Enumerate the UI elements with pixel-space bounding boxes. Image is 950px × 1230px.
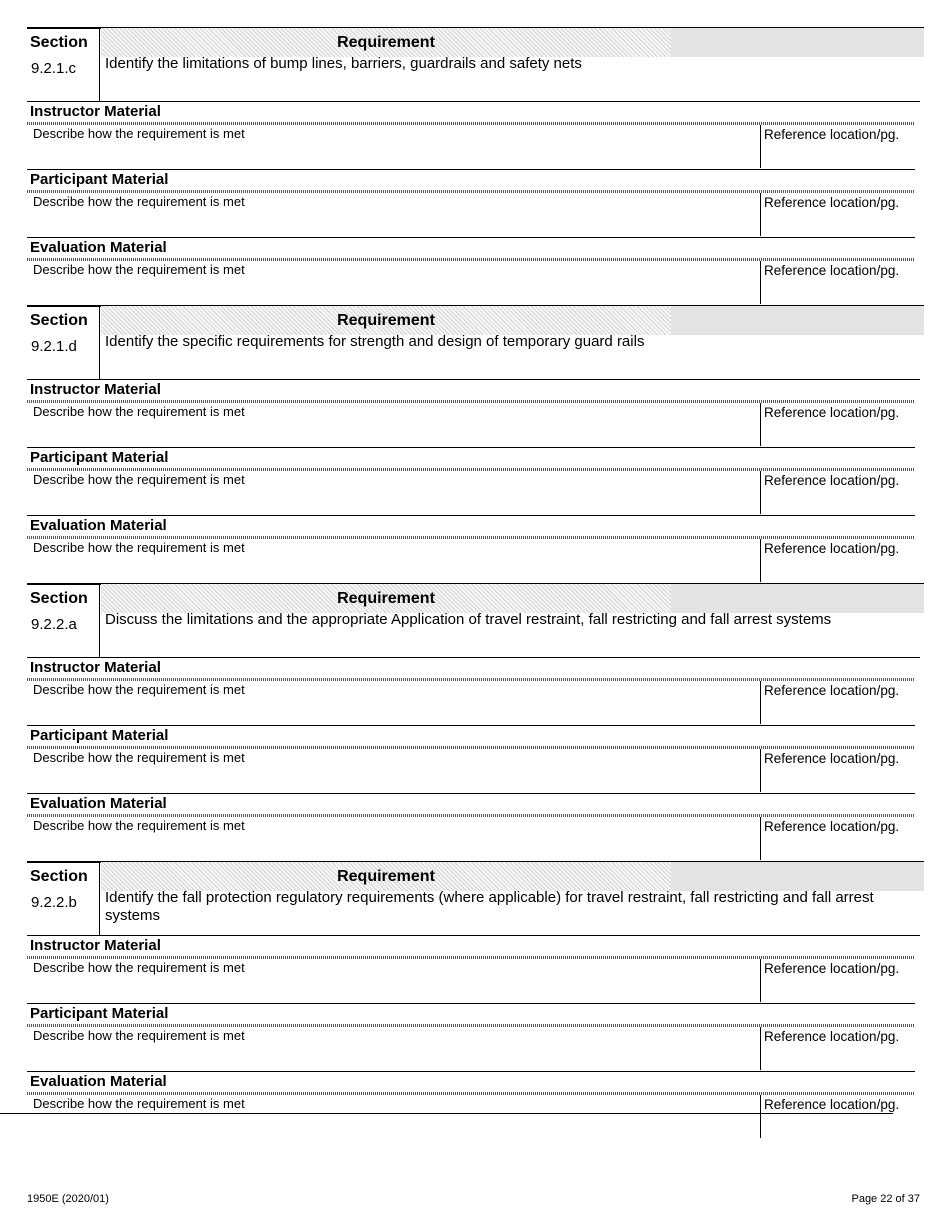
instructor-material-box-border <box>27 169 915 170</box>
requirement-header-cell <box>101 862 924 891</box>
section-divider <box>99 28 100 102</box>
requirement-text: Identify the specific requirements for strength and design of temporary guard rails <box>105 333 645 350</box>
section-divider <box>99 862 100 936</box>
evaluation-material-reference-divider <box>760 1095 761 1138</box>
section-header: Section <box>30 590 88 607</box>
participant-material-describe-label: Describe how the requirement is met <box>33 750 245 765</box>
participant-material-box-border <box>27 793 915 794</box>
requirement-text: Discuss the limitations and the appropriate Application of travel restraint, fall restricting and fall arrest systems <box>105 611 832 628</box>
section-header: Section <box>30 312 88 329</box>
evaluation-material-describe-label: Describe how the requirement is met <box>33 1096 245 1111</box>
instructor-material-describe-label: Describe how the requirement is met <box>33 960 245 975</box>
instructor-material-title: Instructor Material <box>30 103 161 120</box>
participant-material-title: Participant Material <box>30 171 169 188</box>
section-id: 9.2.1.d <box>31 338 77 355</box>
instructor-material-box-border <box>27 1003 915 1004</box>
row-divider <box>27 657 920 658</box>
evaluation-material-separator <box>27 814 915 817</box>
participant-material-describe-label: Describe how the requirement is met <box>33 1028 245 1043</box>
form-bottom-border <box>0 1113 893 1114</box>
evaluation-material-reference-label: Reference location/pg. <box>764 819 900 834</box>
participant-material-reference-divider <box>760 193 761 236</box>
evaluation-material-separator <box>27 258 915 261</box>
section-id: 9.2.1.c <box>31 60 77 77</box>
instructor-material-reference-label: Reference location/pg. <box>764 683 900 698</box>
participant-material-box-border <box>27 515 915 516</box>
row-divider <box>27 101 920 102</box>
row-divider <box>27 935 920 936</box>
requirement-header: Requirement <box>337 868 435 885</box>
row-divider <box>27 379 920 380</box>
participant-material-separator <box>27 746 915 749</box>
participant-material-box-border <box>27 237 915 238</box>
participant-material-box-border <box>27 1071 915 1072</box>
section-divider <box>99 306 100 380</box>
header-shade <box>671 584 924 613</box>
participant-material-title: Participant Material <box>30 1005 169 1022</box>
participant-material-reference-label: Reference location/pg. <box>764 195 900 210</box>
participant-material-reference-label: Reference location/pg. <box>764 751 900 766</box>
evaluation-material-reference-label: Reference location/pg. <box>764 1097 900 1112</box>
section-header: Section <box>30 34 88 51</box>
header-shade <box>671 306 924 335</box>
instructor-material-separator <box>27 956 915 959</box>
participant-material-separator <box>27 190 915 193</box>
section-header: Section <box>30 868 88 885</box>
header-row <box>27 28 924 57</box>
instructor-material-reference-label: Reference location/pg. <box>764 405 900 420</box>
requirements-form <box>27 27 924 1139</box>
requirement-text: Identify the fall protection regulatory requirements (where applicable) for travel restraint, fall restricting and fall arrest systems <box>105 889 874 924</box>
header-row <box>27 584 924 613</box>
requirement-header-cell <box>101 28 924 57</box>
evaluation-material-reference-label: Reference location/pg. <box>764 263 900 278</box>
form-number: 1950E (2020/01) <box>27 1193 109 1205</box>
header-shade <box>671 862 924 891</box>
instructor-material-separator <box>27 400 915 403</box>
instructor-material-title: Instructor Material <box>30 659 161 676</box>
requirement-block <box>27 305 924 583</box>
header-shade <box>671 28 924 57</box>
evaluation-material-separator <box>27 536 915 539</box>
participant-material-reference-divider <box>760 749 761 792</box>
evaluation-material-title: Evaluation Material <box>30 239 167 256</box>
evaluation-material-describe-label: Describe how the requirement is met <box>33 540 245 555</box>
participant-material-title: Participant Material <box>30 449 169 466</box>
evaluation-material-title: Evaluation Material <box>30 795 167 812</box>
participant-material-separator <box>27 468 915 471</box>
requirement-text: Identify the limitations of bump lines, barriers, guardrails and safety nets <box>105 55 582 72</box>
requirement-header: Requirement <box>337 312 435 329</box>
participant-material-reference-divider <box>760 1027 761 1070</box>
participant-material-reference-label: Reference location/pg. <box>764 473 900 488</box>
instructor-material-box-border <box>27 725 915 726</box>
evaluation-material-reference-label: Reference location/pg. <box>764 541 900 556</box>
instructor-material-separator <box>27 678 915 681</box>
header-row <box>27 306 924 335</box>
evaluation-material-separator <box>27 1092 915 1095</box>
participant-material-separator <box>27 1024 915 1027</box>
requirement-block <box>27 861 924 1139</box>
requirement-block <box>27 27 924 305</box>
participant-material-title: Participant Material <box>30 727 169 744</box>
evaluation-material-title: Evaluation Material <box>30 517 167 534</box>
requirement-block <box>27 583 924 861</box>
evaluation-material-describe-label: Describe how the requirement is met <box>33 262 245 277</box>
participant-material-describe-label: Describe how the requirement is met <box>33 194 245 209</box>
participant-material-describe-label: Describe how the requirement is met <box>33 472 245 487</box>
evaluation-material-describe-label: Describe how the requirement is met <box>33 818 245 833</box>
requirement-header: Requirement <box>337 34 435 51</box>
instructor-material-separator <box>27 122 915 125</box>
instructor-material-reference-divider <box>760 681 761 724</box>
page-number: Page 22 of 37 <box>851 1193 920 1205</box>
instructor-material-box-border <box>27 447 915 448</box>
instructor-material-title: Instructor Material <box>30 937 161 954</box>
instructor-material-title: Instructor Material <box>30 381 161 398</box>
instructor-material-reference-divider <box>760 959 761 1002</box>
evaluation-material-title: Evaluation Material <box>30 1073 167 1090</box>
evaluation-material-reference-divider <box>760 261 761 304</box>
requirement-header-cell <box>101 306 924 335</box>
header-row <box>27 862 924 891</box>
instructor-material-reference-divider <box>760 403 761 446</box>
instructor-material-reference-label: Reference location/pg. <box>764 127 900 142</box>
evaluation-material-reference-divider <box>760 539 761 582</box>
instructor-material-reference-label: Reference location/pg. <box>764 961 900 976</box>
instructor-material-describe-label: Describe how the requirement is met <box>33 682 245 697</box>
evaluation-material-reference-divider <box>760 817 761 860</box>
participant-material-reference-label: Reference location/pg. <box>764 1029 900 1044</box>
instructor-material-describe-label: Describe how the requirement is met <box>33 404 245 419</box>
section-divider <box>99 584 100 658</box>
instructor-material-describe-label: Describe how the requirement is met <box>33 126 245 141</box>
participant-material-reference-divider <box>760 471 761 514</box>
requirement-header: Requirement <box>337 590 435 607</box>
requirement-header-cell <box>101 584 924 613</box>
instructor-material-reference-divider <box>760 125 761 168</box>
section-id: 9.2.2.a <box>31 616 77 633</box>
section-id: 9.2.2.b <box>31 894 77 911</box>
